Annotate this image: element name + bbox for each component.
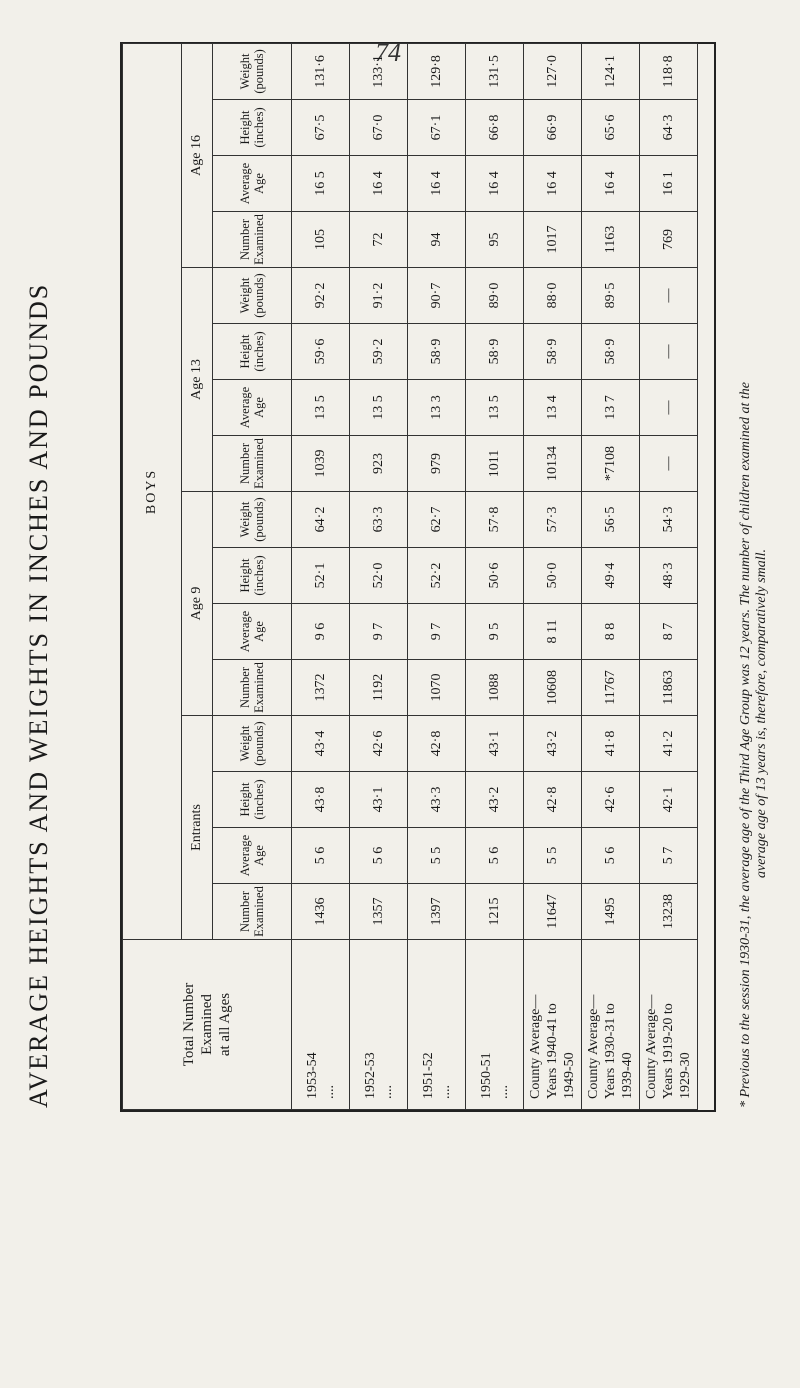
table-cell: 52·2 bbox=[408, 548, 466, 604]
row-label-line: County Average— bbox=[644, 994, 659, 1099]
table-cell: 13 5 bbox=[466, 380, 524, 436]
table-cell: 59·2 bbox=[350, 324, 408, 380]
column-header: Height (inches) bbox=[213, 772, 292, 828]
table-cell: — bbox=[640, 436, 698, 492]
table-cell: 63·3 bbox=[350, 492, 408, 548]
table-cell: 5 6 bbox=[582, 828, 640, 884]
table-cell: 769 bbox=[640, 212, 698, 268]
table-cell: 89·0 bbox=[466, 268, 524, 324]
table-row bbox=[350, 43, 408, 1109]
age-group-header: Age 16 bbox=[182, 43, 213, 267]
table-cell: 43·3 bbox=[408, 772, 466, 828]
table-cell: 43·2 bbox=[524, 716, 582, 772]
footnote-line-1: * Previous to the session 1930-31, the average age of the Third Age Group was 12 years. The number of children examined at the bbox=[738, 382, 753, 1108]
row-header-line: Examined bbox=[199, 994, 215, 1055]
column-header: Height (inches) bbox=[213, 548, 292, 604]
table-cell: 118·8 bbox=[640, 43, 698, 99]
table-cell: — bbox=[640, 268, 698, 324]
row-label-line: 1951-52 bbox=[420, 1052, 436, 1099]
page-title: AVERAGE HEIGHTS AND WEIGHTS IN INCHES AND POUNDS bbox=[24, 282, 53, 1108]
page-number: 74 bbox=[375, 38, 401, 67]
table-cell: 65·6 bbox=[582, 100, 640, 156]
table-cell: 42·8 bbox=[408, 716, 466, 772]
table-cell: 11647 bbox=[524, 884, 582, 940]
table-cell: 43·8 bbox=[292, 772, 350, 828]
footnote bbox=[738, 48, 770, 1108]
table-row bbox=[292, 43, 350, 1109]
age-group-header: Age 9 bbox=[182, 492, 213, 716]
group-header-boys: BOYS bbox=[123, 43, 182, 939]
table-cell: 58·9 bbox=[466, 324, 524, 380]
table-cell: 41·2 bbox=[640, 716, 698, 772]
row-label-line: Years 1940-41 to bbox=[545, 1003, 560, 1099]
column-header: Weight (pounds) bbox=[213, 43, 292, 99]
table-cell: 131·6 bbox=[292, 43, 350, 99]
table-cell: 9 7 bbox=[350, 604, 408, 660]
column-header: Weight (pounds) bbox=[213, 268, 292, 324]
table-cell: 50·6 bbox=[466, 548, 524, 604]
table-cell: 16 1 bbox=[640, 156, 698, 212]
table-cell: 1215 bbox=[466, 884, 524, 940]
table-cell: 95 bbox=[466, 212, 524, 268]
table-cell: 92·2 bbox=[292, 268, 350, 324]
table-cell: 1436 bbox=[292, 884, 350, 940]
table-cell: 13 5 bbox=[292, 380, 350, 436]
table-cell: 16 4 bbox=[466, 156, 524, 212]
row-label bbox=[524, 940, 582, 1110]
table-cell: 57·3 bbox=[524, 492, 582, 548]
table-cell: 8 7 bbox=[640, 604, 698, 660]
column-header: Average Age bbox=[213, 828, 292, 884]
row-label-line: 1949-50 bbox=[562, 1052, 577, 1099]
row-label-line: .... bbox=[321, 1085, 337, 1099]
table-cell: 52·0 bbox=[350, 548, 408, 604]
row-label bbox=[582, 940, 640, 1110]
table-cell: 8 11 bbox=[524, 604, 582, 660]
table-cell: 1357 bbox=[350, 884, 408, 940]
table-cell: 43·1 bbox=[466, 716, 524, 772]
table-cell: 1039 bbox=[292, 436, 350, 492]
table-cell: 16 5 bbox=[292, 156, 350, 212]
table-cell: 10134 bbox=[524, 436, 582, 492]
table-cell: 1088 bbox=[466, 660, 524, 716]
table-cell: 5 6 bbox=[350, 828, 408, 884]
row-label bbox=[408, 940, 466, 1110]
table-cell: — bbox=[640, 324, 698, 380]
row-label-line: 1929-30 bbox=[678, 1052, 693, 1099]
row-label-line: 1952-53 bbox=[362, 1052, 378, 1099]
row-header bbox=[123, 940, 292, 1110]
table-cell: 62·7 bbox=[408, 492, 466, 548]
column-header: Number Examined bbox=[213, 660, 292, 716]
column-header: Average Age bbox=[213, 156, 292, 212]
table-cell: 9 6 bbox=[292, 604, 350, 660]
table-cell: 52·1 bbox=[292, 548, 350, 604]
table-cell: 9 5 bbox=[466, 604, 524, 660]
table-cell: 58·9 bbox=[582, 324, 640, 380]
table-cell: 131·5 bbox=[466, 43, 524, 99]
column-header: Weight (pounds) bbox=[213, 716, 292, 772]
age-group-header: Age 13 bbox=[182, 268, 213, 492]
column-header: Weight (pounds) bbox=[213, 492, 292, 548]
table-cell: 1192 bbox=[350, 660, 408, 716]
table-cell: 8 8 bbox=[582, 604, 640, 660]
table-cell: 89·5 bbox=[582, 268, 640, 324]
table-cell: 59·6 bbox=[292, 324, 350, 380]
footnote-line-2: average age of 13 years is, therefore, comparatively small. bbox=[754, 548, 769, 878]
table-row bbox=[524, 43, 582, 1109]
table-cell: 48·3 bbox=[640, 548, 698, 604]
row-label bbox=[292, 940, 350, 1110]
row-label-line: .... bbox=[379, 1085, 395, 1099]
table-cell: 13 4 bbox=[524, 380, 582, 436]
table-cell: 72 bbox=[350, 212, 408, 268]
column-header: Number Examined bbox=[213, 884, 292, 940]
column-header: Height (inches) bbox=[213, 100, 292, 156]
table-cell: *7108 bbox=[582, 436, 640, 492]
table-cell: 58·9 bbox=[408, 324, 466, 380]
table-cell: 923 bbox=[350, 436, 408, 492]
table-cell: 88·0 bbox=[524, 268, 582, 324]
table-cell: 13 5 bbox=[350, 380, 408, 436]
table-cell: 979 bbox=[408, 436, 466, 492]
table-cell: 16 4 bbox=[582, 156, 640, 212]
table-cell: — bbox=[640, 380, 698, 436]
table-cell: 67·1 bbox=[408, 100, 466, 156]
row-label-line: Years 1930-31 to bbox=[603, 1003, 618, 1099]
table-cell: 43·2 bbox=[466, 772, 524, 828]
height-weight-table bbox=[120, 42, 716, 1112]
table-cell: 50·0 bbox=[524, 548, 582, 604]
table-cell: 64·2 bbox=[292, 492, 350, 548]
table-cell: 5 5 bbox=[408, 828, 466, 884]
table-cell: 1163 bbox=[582, 212, 640, 268]
table-cell: 16 4 bbox=[350, 156, 408, 212]
data-table bbox=[122, 43, 698, 1110]
table-cell: 5 7 bbox=[640, 828, 698, 884]
table-cell: 1397 bbox=[408, 884, 466, 940]
column-header: Number Examined bbox=[213, 212, 292, 268]
column-header: Number Examined bbox=[213, 436, 292, 492]
age-group-header: Entrants bbox=[182, 716, 213, 940]
table-cell: 67·0 bbox=[350, 100, 408, 156]
table-cell: 10608 bbox=[524, 660, 582, 716]
table-cell: 5 6 bbox=[292, 828, 350, 884]
column-header: Height (inches) bbox=[213, 324, 292, 380]
table-cell: 42·8 bbox=[524, 772, 582, 828]
table-cell: 66·8 bbox=[466, 100, 524, 156]
table-cell: 13 3 bbox=[408, 380, 466, 436]
table-cell: 5 6 bbox=[466, 828, 524, 884]
table-cell: 43·4 bbox=[292, 716, 350, 772]
table-cell: 66·9 bbox=[524, 100, 582, 156]
table-row bbox=[408, 43, 466, 1109]
table-cell: 1070 bbox=[408, 660, 466, 716]
table-cell: 1372 bbox=[292, 660, 350, 716]
table-cell: 129·8 bbox=[408, 43, 466, 99]
row-label-line: 1950-51 bbox=[478, 1052, 494, 1099]
row-header-line: Total Number bbox=[181, 982, 197, 1067]
table-cell: 133·1 bbox=[350, 43, 408, 99]
table-cell: 90·7 bbox=[408, 268, 466, 324]
table-cell: 58·9 bbox=[524, 324, 582, 380]
table-cell: 49·4 bbox=[582, 548, 640, 604]
table-row bbox=[640, 43, 698, 1109]
table-cell: 13238 bbox=[640, 884, 698, 940]
table-cell: 56·5 bbox=[582, 492, 640, 548]
table-cell: 54·3 bbox=[640, 492, 698, 548]
table-cell: 127·0 bbox=[524, 43, 582, 99]
table-row bbox=[466, 43, 524, 1109]
table-cell: 11767 bbox=[582, 660, 640, 716]
table-cell: 42·6 bbox=[350, 716, 408, 772]
column-header: Average Age bbox=[213, 380, 292, 436]
table-cell: 67·5 bbox=[292, 100, 350, 156]
row-label-line: .... bbox=[495, 1085, 511, 1099]
table-cell: 13 7 bbox=[582, 380, 640, 436]
table-cell: 5 5 bbox=[524, 828, 582, 884]
table-cell: 1017 bbox=[524, 212, 582, 268]
table-cell: 42·6 bbox=[582, 772, 640, 828]
table-cell: 64·3 bbox=[640, 100, 698, 156]
table-cell: 124·1 bbox=[582, 43, 640, 99]
row-label-line: 1953-54 bbox=[304, 1052, 320, 1099]
table-cell: 41·8 bbox=[582, 716, 640, 772]
row-label-line: County Average— bbox=[586, 994, 601, 1099]
row-label bbox=[350, 940, 408, 1110]
row-label-line: Years 1919-20 to bbox=[661, 1003, 676, 1099]
row-header-line: at all Ages bbox=[217, 992, 233, 1057]
table-cell: 42·1 bbox=[640, 772, 698, 828]
row-label-line: .... bbox=[437, 1085, 453, 1099]
row-label-line: County Average— bbox=[528, 994, 543, 1099]
table-cell: 16 4 bbox=[524, 156, 582, 212]
table-row bbox=[582, 43, 640, 1109]
table-cell: 57·8 bbox=[466, 492, 524, 548]
table-cell: 1495 bbox=[582, 884, 640, 940]
column-header: Average Age bbox=[213, 604, 292, 660]
table-cell: 105 bbox=[292, 212, 350, 268]
row-label bbox=[466, 940, 524, 1110]
table-cell: 11863 bbox=[640, 660, 698, 716]
table-cell: 91·2 bbox=[350, 268, 408, 324]
table-cell: 9 7 bbox=[408, 604, 466, 660]
table-cell: 16 4 bbox=[408, 156, 466, 212]
row-label-line: 1939-40 bbox=[620, 1052, 635, 1099]
table-cell: 94 bbox=[408, 212, 466, 268]
table-cell: 43·1 bbox=[350, 772, 408, 828]
row-label bbox=[640, 940, 698, 1110]
table-cell: 1011 bbox=[466, 436, 524, 492]
